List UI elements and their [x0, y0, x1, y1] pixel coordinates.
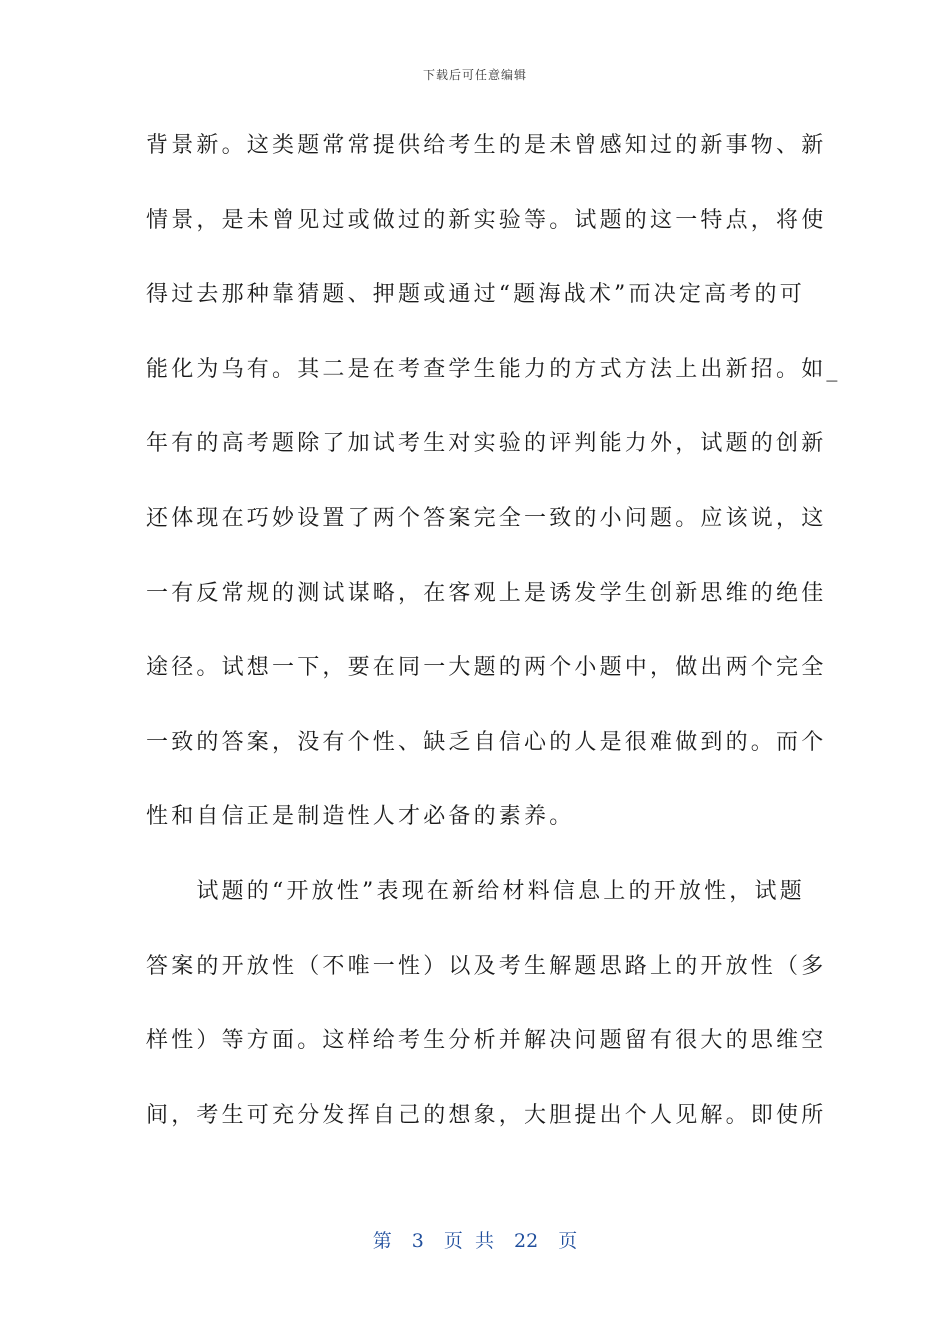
page-footer	[0, 1226, 950, 1253]
footer-prefix: 第	[372, 1230, 392, 1252]
text-line: 得过去那种靠猜题、押题或通过“题海战术”而决定高考的可	[146, 282, 805, 308]
text-line: 性和自信正是制造性人才必备的素养。	[146, 804, 575, 830]
text-line: 样性）等方面。这样给考生分析并解决问题留有很大的思维空	[146, 1028, 827, 1054]
text-line: 途径。试想一下，要在同一大题的两个小题中，做出两个完全	[146, 655, 827, 681]
text-line: 情景，是未曾见过或做过的新实验等。试题的这一特点，将使	[146, 207, 827, 233]
total-page-count: 22	[514, 1230, 539, 1252]
text-line: 能化为乌有。其二是在考查学生能力的方式方法上出新招。如_	[146, 356, 841, 382]
footer-suffix: 页	[558, 1230, 578, 1252]
current-page-number: 3	[411, 1230, 424, 1252]
text-line: 还体现在巧妙设置了两个答案完全一致的小问题。应该说，这	[146, 505, 827, 531]
text-line: 答案的开放性（不唯一性）以及考生解题思路上的开放性（多	[146, 953, 827, 979]
text-line: 试题的“开放性”表现在新给材料信息上的开放性，试题	[146, 878, 805, 904]
text-line: 间，考生可充分发挥自己的想象，大胆提出个人见解。即使所	[146, 1102, 827, 1128]
footer-middle: 页 共	[443, 1230, 494, 1252]
text-line: 年有的高考题除了加试考生对实验的评判能力外，试题的创新	[146, 431, 827, 457]
document-body	[146, 126, 841, 1170]
page-header: 下载后可任意编辑	[422, 68, 527, 82]
text-line: 背景新。这类题常常提供给考生的是未曾感知过的新事物、新	[146, 133, 827, 158]
text-line: 一有反常规的测试谋略，在客观上是诱发学生创新思维的绝佳	[146, 580, 827, 606]
text-line: 一致的答案，没有个性、缺乏自信心的人是很难做到的。而个	[146, 729, 827, 755]
